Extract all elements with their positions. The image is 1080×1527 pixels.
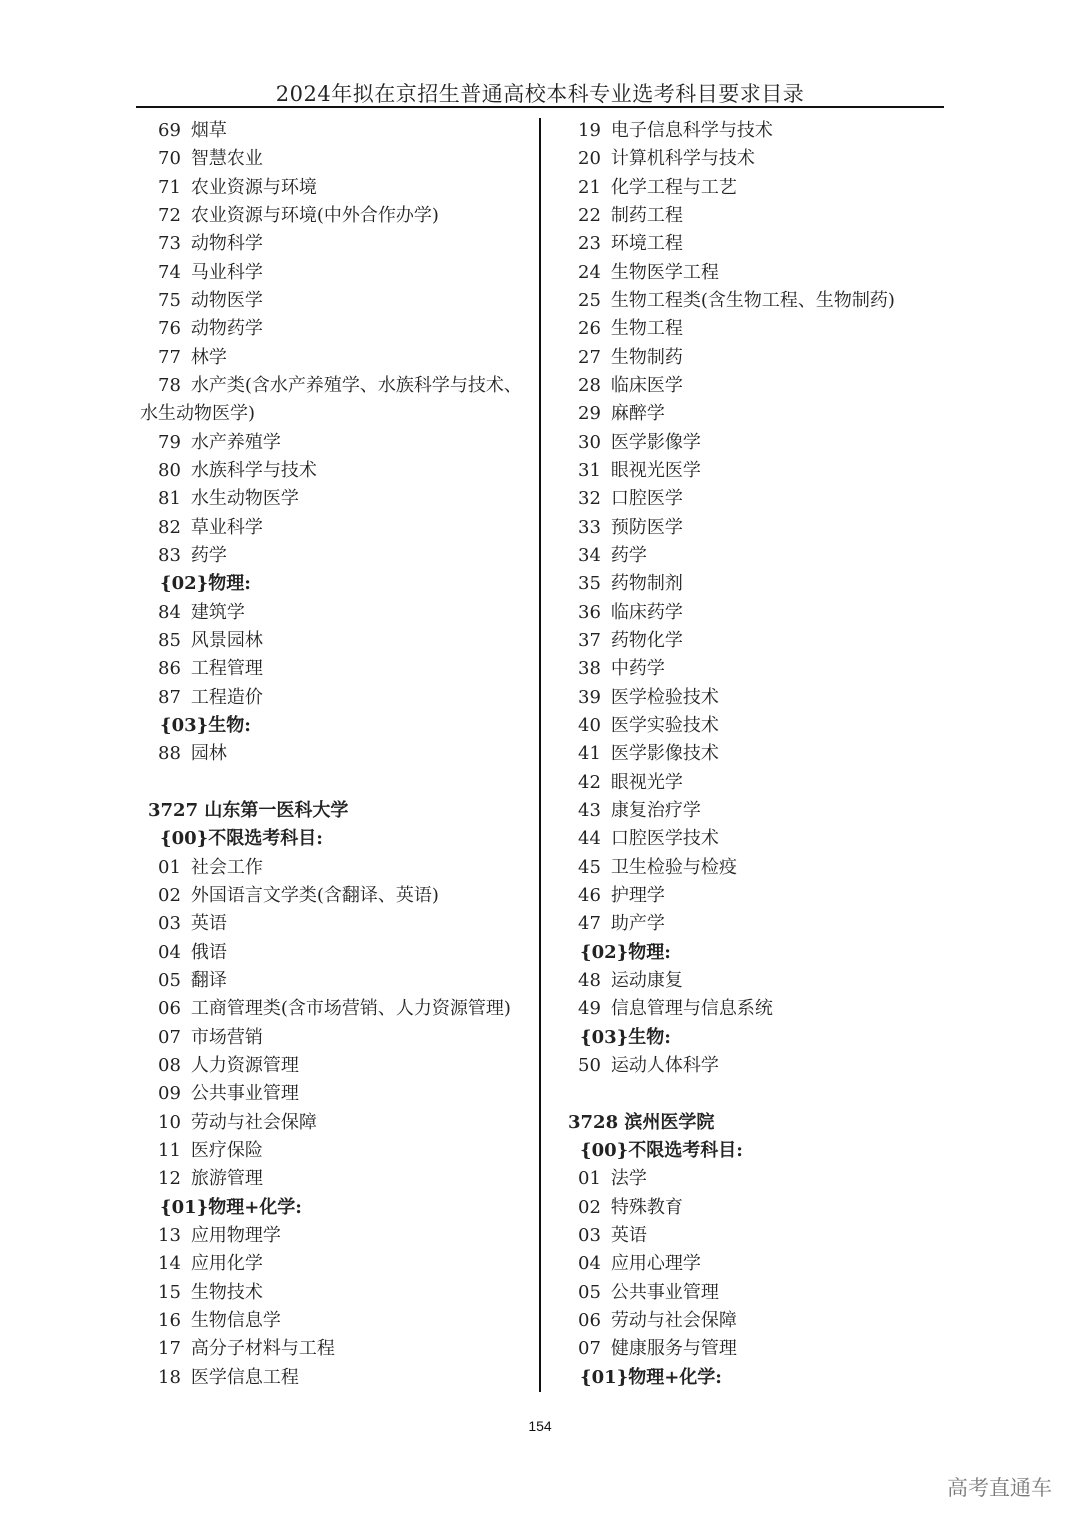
- major-item: [158, 684, 263, 712]
- major-name: 药学: [190, 544, 227, 566]
- major-code: 01: [158, 856, 181, 878]
- major-code: 10: [158, 1111, 181, 1133]
- major-code: 44: [578, 828, 601, 850]
- major-item: [578, 400, 665, 428]
- major-item: [158, 1335, 335, 1363]
- major-name: 临床药学: [610, 601, 683, 623]
- major-item: [578, 570, 683, 598]
- major-item: [158, 145, 263, 173]
- school-heading: 3727 山东第一医科大学: [148, 799, 349, 821]
- major-item: [158, 599, 245, 627]
- major-item: [578, 882, 665, 910]
- major-item: [578, 372, 683, 400]
- major-name: 运动康复: [610, 969, 683, 991]
- major-code: 76: [158, 318, 181, 340]
- major-item: [158, 740, 227, 768]
- major-item: [578, 1250, 701, 1278]
- major-name: 口腔医学技术: [610, 828, 719, 850]
- major-item: [578, 995, 773, 1023]
- major-name: 草业科学: [190, 516, 263, 538]
- major-name: 动物医学: [190, 289, 263, 311]
- major-code: 37: [578, 629, 601, 651]
- major-name: 化学工程与工艺: [610, 176, 737, 198]
- major-item: [158, 287, 263, 315]
- major-item: [578, 344, 683, 372]
- major-code: 49: [578, 998, 601, 1020]
- major-code: 03: [578, 1224, 601, 1246]
- major-name: 眼视光医学: [610, 459, 701, 481]
- major-code: 05: [158, 969, 181, 991]
- major-item: [578, 1194, 683, 1222]
- major-name: 制药工程: [610, 204, 683, 226]
- major-item: [578, 542, 647, 570]
- major-item: [158, 1279, 263, 1307]
- major-code: 07: [578, 1338, 601, 1360]
- major-code: 50: [578, 1054, 601, 1076]
- major-item: [578, 259, 719, 287]
- major-name: 马业科学: [190, 261, 263, 283]
- major-name: 水产养殖学: [190, 431, 281, 453]
- major-item: [158, 1165, 263, 1193]
- major-item: [158, 230, 263, 258]
- major-code: 01: [578, 1168, 601, 1190]
- major-code: 26: [578, 318, 601, 340]
- major-item: [578, 315, 683, 343]
- major-item: [158, 1109, 317, 1137]
- major-name: 俄语: [190, 941, 227, 963]
- header-rule: [136, 106, 944, 108]
- major-item: [158, 882, 439, 910]
- major-name: 生物工程: [610, 318, 683, 340]
- major-item: [158, 627, 263, 655]
- major-name: 公共事业管理: [610, 1281, 719, 1303]
- major-code: 82: [158, 516, 181, 538]
- major-name: 健康服务与管理: [610, 1338, 737, 1360]
- major-name: 卫生检验与检疫: [610, 856, 737, 878]
- major-code: 29: [578, 403, 601, 425]
- major-code: 31: [578, 459, 601, 481]
- major-item: [158, 995, 511, 1023]
- major-code: 33: [578, 516, 601, 538]
- major-item: [158, 457, 317, 485]
- major-code: 12: [158, 1168, 181, 1190]
- major-code: 45: [578, 856, 601, 878]
- major-code: 88: [158, 743, 181, 765]
- major-code: 03: [158, 913, 181, 935]
- major-name: 医疗保险: [190, 1139, 263, 1161]
- major-code: 69: [158, 120, 181, 141]
- major-item: [158, 1052, 299, 1080]
- major-item: [578, 740, 719, 768]
- subject-group-heading: {02}物理:: [160, 573, 251, 595]
- major-item: [158, 429, 281, 457]
- watermark: 高考直通车: [947, 1476, 1052, 1500]
- major-name: 水生动物医学: [190, 488, 299, 510]
- major-item: [578, 655, 665, 683]
- major-name: 临床医学: [610, 374, 683, 396]
- major-code: 85: [158, 629, 181, 651]
- major-item: [158, 174, 317, 202]
- major-name: 农业资源与环境(中外合作办学): [190, 204, 439, 226]
- major-code: 21: [578, 176, 601, 198]
- major-name: 特殊教育: [610, 1196, 683, 1218]
- major-item: [578, 117, 773, 145]
- major-name: 园林: [190, 743, 227, 765]
- major-name: 医学检验技术: [610, 686, 719, 708]
- major-name: 环境工程: [610, 233, 683, 255]
- major-code: 34: [578, 544, 601, 566]
- major-code: 05: [578, 1281, 601, 1303]
- major-name-continuation: 水生动物医学): [140, 403, 256, 425]
- major-name: 护理学: [610, 884, 665, 906]
- major-item: [158, 542, 227, 570]
- major-name: 信息管理与信息系统: [610, 998, 773, 1020]
- major-name: 应用化学: [190, 1253, 263, 1275]
- major-name: 劳动与社会保障: [190, 1111, 317, 1133]
- major-code: 42: [578, 771, 601, 793]
- major-code: 73: [158, 233, 181, 255]
- major-name: 药物化学: [610, 629, 683, 651]
- major-item: [158, 967, 227, 995]
- major-code: 27: [578, 346, 601, 368]
- major-name: 水族科学与技术: [190, 459, 317, 481]
- major-item: [578, 910, 665, 938]
- major-code: 78: [158, 374, 181, 396]
- major-code: 15: [158, 1281, 181, 1303]
- major-code: 02: [578, 1196, 601, 1218]
- major-name: 风景园林: [190, 629, 263, 651]
- major-name: 高分子材料与工程: [190, 1338, 335, 1360]
- major-code: 36: [578, 601, 601, 623]
- major-item: [158, 1137, 263, 1165]
- major-item: [578, 1307, 737, 1335]
- major-name: 生物制药: [610, 346, 683, 368]
- major-item: [158, 1222, 281, 1250]
- major-code: 13: [158, 1224, 181, 1246]
- major-name: 运动人体科学: [610, 1054, 719, 1076]
- major-item: [578, 457, 701, 485]
- major-code: 19: [578, 120, 601, 141]
- major-item: [158, 1250, 263, 1278]
- major-item: [578, 854, 737, 882]
- major-item: [158, 344, 227, 372]
- major-code: 79: [158, 431, 181, 453]
- major-name: 劳动与社会保障: [610, 1309, 737, 1331]
- major-item: [158, 1307, 281, 1335]
- major-name: 建筑学: [190, 601, 245, 623]
- major-name: 中药学: [610, 658, 665, 680]
- major-name: 电子信息科学与技术: [610, 120, 773, 141]
- major-item: [158, 259, 263, 287]
- subject-group-heading: {02}物理:: [580, 941, 671, 963]
- major-code: 48: [578, 969, 601, 991]
- subject-group-heading: {00}不限选考科目:: [160, 828, 323, 850]
- major-item: [578, 797, 701, 825]
- major-code: 41: [578, 743, 601, 765]
- major-item: [578, 684, 719, 712]
- major-code: 22: [578, 204, 601, 226]
- major-code: 72: [158, 204, 181, 226]
- major-name: 动物科学: [190, 233, 263, 255]
- major-name: 翻译: [190, 969, 227, 991]
- major-code: 09: [158, 1083, 181, 1105]
- major-code: 25: [578, 289, 601, 311]
- major-name: 医学信息工程: [190, 1366, 299, 1388]
- major-name: 医学影像技术: [610, 743, 719, 765]
- major-name: 口腔医学: [610, 488, 683, 510]
- major-item: [158, 854, 263, 882]
- major-name: 生物医学工程: [610, 261, 719, 283]
- major-item: [578, 145, 755, 173]
- subject-group-heading: {01}物理+化学:: [160, 1196, 302, 1218]
- subject-group-heading: {01}物理+化学:: [580, 1366, 722, 1388]
- major-name: 社会工作: [190, 856, 263, 878]
- major-code: 84: [158, 601, 181, 623]
- major-name: 人力资源管理: [190, 1054, 299, 1076]
- major-code: 11: [158, 1139, 181, 1161]
- major-item: [578, 174, 737, 202]
- page-title: 2024年拟在京招生普通高校本科专业选考科目要求目录: [275, 82, 805, 106]
- major-item: [578, 825, 719, 853]
- major-code: 71: [158, 176, 181, 198]
- subject-group-heading: {00}不限选考科目:: [580, 1139, 743, 1161]
- major-code: 39: [578, 686, 601, 708]
- subject-group-heading: {03}生物:: [160, 714, 251, 736]
- major-code: 35: [578, 573, 601, 595]
- major-code: 18: [158, 1366, 181, 1388]
- major-item: [158, 372, 522, 400]
- subject-group-heading: {03}生物:: [580, 1026, 671, 1048]
- major-item: [578, 712, 719, 740]
- major-item: [158, 910, 227, 938]
- major-name: 法学: [610, 1168, 647, 1190]
- major-item: [578, 769, 683, 797]
- major-item: [158, 655, 263, 683]
- major-code: 04: [158, 941, 181, 963]
- major-code: 70: [158, 148, 181, 170]
- major-item: [158, 117, 227, 145]
- major-name: 计算机科学与技术: [610, 148, 755, 170]
- major-code: 46: [578, 884, 601, 906]
- major-name: 康复治疗学: [610, 799, 701, 821]
- major-code: 43: [578, 799, 601, 821]
- major-code: 32: [578, 488, 601, 510]
- major-code: 77: [158, 346, 181, 368]
- major-item: [158, 315, 263, 343]
- major-name: 农业资源与环境: [190, 176, 317, 198]
- major-code: 74: [158, 261, 181, 283]
- major-item: [578, 1052, 719, 1080]
- major-code: 08: [158, 1054, 181, 1076]
- major-item: [578, 967, 683, 995]
- major-name: 工程管理: [190, 658, 263, 680]
- major-item: [578, 1335, 737, 1363]
- major-code: 16: [158, 1309, 181, 1331]
- major-code: 47: [578, 913, 601, 935]
- major-item: [578, 429, 701, 457]
- major-code: 20: [578, 148, 601, 170]
- major-code: 14: [158, 1253, 181, 1275]
- major-name: 医学实验技术: [610, 714, 719, 736]
- major-code: 83: [158, 544, 181, 566]
- major-name: 生物工程类(含生物工程、生物制药): [610, 289, 895, 311]
- major-code: 06: [578, 1309, 601, 1331]
- major-code: 17: [158, 1338, 181, 1360]
- major-item: [578, 627, 683, 655]
- major-code: 30: [578, 431, 601, 453]
- major-name: 生物信息学: [190, 1309, 281, 1331]
- major-name: 预防医学: [610, 516, 683, 538]
- major-code: 06: [158, 998, 181, 1020]
- major-item: [578, 514, 683, 542]
- major-code: 86: [158, 658, 181, 680]
- major-item: [158, 1364, 299, 1392]
- major-name: 应用物理学: [190, 1224, 281, 1246]
- major-name: 英语: [190, 913, 227, 935]
- major-name: 医学影像学: [610, 431, 701, 453]
- major-code: 75: [158, 289, 181, 311]
- major-code: 24: [578, 261, 601, 283]
- major-code: 87: [158, 686, 181, 708]
- major-item: [578, 202, 683, 230]
- major-code: 81: [158, 488, 181, 510]
- major-item: [578, 1165, 647, 1193]
- major-item: [578, 1279, 719, 1307]
- major-item: [578, 230, 683, 258]
- major-name: 助产学: [610, 913, 665, 935]
- major-name: 工程造价: [190, 686, 263, 708]
- major-name: 市场营销: [190, 1026, 263, 1048]
- major-name: 应用心理学: [610, 1253, 701, 1275]
- major-item: [158, 485, 299, 513]
- major-name: 生物技术: [190, 1281, 263, 1303]
- major-item: [158, 1024, 263, 1052]
- major-item: [578, 599, 683, 627]
- major-code: 38: [578, 658, 601, 680]
- major-code: 23: [578, 233, 601, 255]
- major-item: [158, 1080, 299, 1108]
- major-item: [158, 939, 227, 967]
- major-code: 04: [578, 1253, 601, 1275]
- major-item: [578, 1222, 647, 1250]
- major-code: 80: [158, 459, 181, 481]
- major-code: 02: [158, 884, 181, 906]
- column-divider: [539, 118, 541, 1392]
- major-name: 公共事业管理: [190, 1083, 299, 1105]
- major-code: 28: [578, 374, 601, 396]
- major-item: [578, 287, 895, 315]
- major-item: [158, 202, 439, 230]
- major-name: 水产类(含水产养殖学、水族科学与技术、: [190, 374, 522, 396]
- page-number: 154: [528, 1418, 552, 1434]
- major-name: 动物药学: [190, 318, 263, 340]
- major-name: 旅游管理: [190, 1168, 263, 1190]
- major-name: 药物制剂: [610, 573, 683, 595]
- major-name: 外国语言文学类(含翻译、英语): [190, 884, 439, 906]
- major-name: 工商管理类(含市场营销、人力资源管理): [190, 998, 511, 1020]
- major-name: 药学: [610, 544, 647, 566]
- major-name: 麻醉学: [610, 403, 665, 425]
- major-item: [578, 485, 683, 513]
- major-name: 眼视光学: [610, 771, 683, 793]
- major-name: 烟草: [190, 120, 227, 141]
- major-name: 林学: [190, 346, 227, 368]
- major-item: [158, 514, 263, 542]
- school-heading: 3728 滨州医学院: [568, 1111, 715, 1133]
- major-name: 英语: [610, 1224, 647, 1246]
- major-name: 智慧农业: [190, 148, 263, 170]
- major-code: 40: [578, 714, 601, 736]
- major-code: 07: [158, 1026, 181, 1048]
